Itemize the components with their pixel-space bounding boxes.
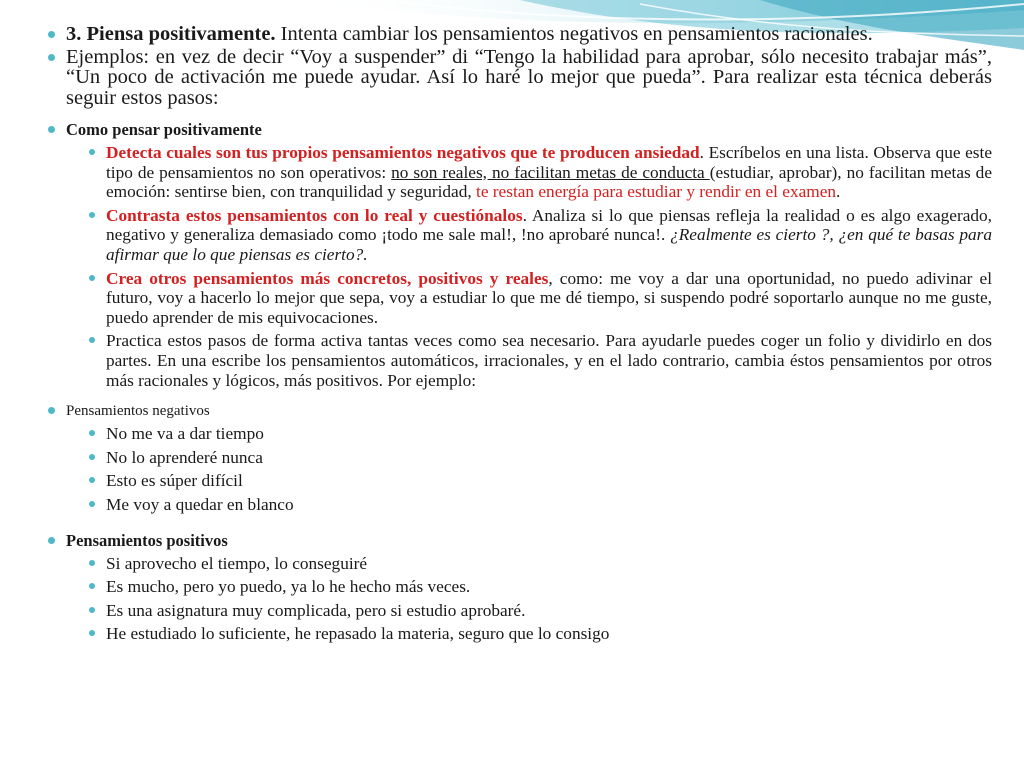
list-item <box>48 471 992 491</box>
step-item-3 <box>48 269 992 328</box>
section-heading-negativos <box>48 402 992 420</box>
step-2-text-a: . Analiza si lo que piensas refleja la realidad o es algo exagerado, negativo y generaliza demasiado como ¡todo me sale mal!, !no aprobaré nunca!. <box>106 205 992 245</box>
bullet-dot-icon <box>48 407 55 414</box>
step-item-2 <box>48 206 992 265</box>
bullet-dot-icon <box>89 560 95 566</box>
bullet-dot-icon <box>89 607 95 613</box>
bullet-dot-icon <box>89 275 95 281</box>
list-item-text: He estudiado lo suficiente, he repasado la materia, seguro que lo consigo <box>106 624 610 644</box>
list-item-text: Es mucho, pero yo puedo, ya lo he hecho más veces. <box>106 577 471 597</box>
step-item-1 <box>48 143 992 202</box>
list-item <box>48 624 992 644</box>
intro-item-2 <box>48 47 992 109</box>
section-heading-text: Pensamientos negativos <box>66 403 210 420</box>
intro-item-2-text: Ejemplos: en vez de decir “Voy a suspender” di “Tengo la habilidad para aprobar, sólo necesito trabajar más”, “Un poco de activación me puede ayudar. Así lo haré lo mejor que pueda”. Para realizar esta técnica deberás seguir estos pasos: <box>66 45 992 109</box>
slide-content <box>48 24 992 644</box>
step-item-4 <box>48 331 992 390</box>
list-item-text: Si aprovecho el tiempo, lo conseguiré <box>106 553 368 573</box>
list-item <box>48 424 992 444</box>
bullet-dot-icon <box>89 501 95 507</box>
bullet-dot-icon <box>89 337 95 343</box>
bullet-dot-icon <box>89 212 95 218</box>
intro-item-1-text: Intenta cambiar los pensamientos negativos en pensamientos racionales. <box>275 23 873 45</box>
bullet-dot-icon <box>89 583 95 589</box>
bullet-dot-icon <box>48 537 55 544</box>
list-item <box>48 554 992 574</box>
list-item-text: No me va a dar tiempo <box>106 424 264 444</box>
step-1-highlight: Detecta cuales son tus propios pensamientos negativos que te producen ansiedad <box>106 143 700 162</box>
bullet-dot-icon <box>89 454 95 460</box>
section-heading-positivos <box>48 531 992 550</box>
list-item-text: Es una asignatura muy complicada, pero si estudio aprobaré. <box>106 600 526 620</box>
step-1-text-c: . <box>836 182 841 202</box>
list-item-text: Me voy a quedar en blanco <box>106 494 294 514</box>
bullet-dot-icon <box>89 430 95 436</box>
intro-item-1-title: 3. Piensa positivamente. <box>66 23 276 45</box>
list-item <box>48 577 992 597</box>
list-item <box>48 601 992 621</box>
step-1-text-a: . Escríbelos en una lista. Observa que este tipo de pensamientos no son operativos: <box>106 143 992 182</box>
step-3-highlight: Crea otros pensamientos más concretos, positivos y reales <box>106 268 549 288</box>
list-item-text: Esto es súper difícil <box>106 471 243 491</box>
section-heading-como <box>48 120 992 139</box>
bullet-dot-icon <box>89 630 95 636</box>
step-4-text: Practica estos pasos de forma activa tantas veces como sea necesario. Para ayudarle puedes coger un folio y dividirlo en dos partes. En una escribe los pensamientos automáticos, irracionales, y en el lado contrario, cambia éstos pensamientos por otros más racionales y lógicos, más positivos. Por ejemplo: <box>106 331 992 390</box>
list-item <box>48 495 992 515</box>
bullet-dot-icon <box>48 31 55 38</box>
list-item <box>48 448 992 468</box>
section-heading-text: Pensamientos positivos <box>66 530 228 550</box>
step-1-red-text: te restan energía para estudiar y rendir en el examen <box>476 182 837 202</box>
step-1-underlined: no son reales, no facilitan metas de conducta <box>391 162 710 182</box>
bullet-dot-icon <box>89 149 95 155</box>
step-2-highlight: Contrasta estos pensamientos con lo real y cuestiónalos <box>106 205 523 225</box>
step-2-italic: ¿Realmente es cierto ?, ¿en qué te basas para afirmar que lo que piensas es cierto?. <box>106 225 992 264</box>
list-item-text: No lo aprenderé nunca <box>106 447 263 467</box>
section-heading-text: Como pensar positivamente <box>66 120 262 139</box>
bullet-dot-icon <box>48 126 55 133</box>
bullet-dot-icon <box>89 477 95 483</box>
step-1-text-b: (estudiar, aprobar), no facilitan metas de emoción: sentirse bien, con tranquilidad y seguridad, <box>106 162 992 202</box>
step-3-text: , como: me voy a dar una oportunidad, no puedo adivinar el futuro, voy a hacerlo lo mejor que sepa, voy a estudiar lo que me dé tiempo, si suspendo podré soportarlo aunque no me guste, puedo aprender de mis equivocaciones. <box>106 268 992 327</box>
intro-item-1 <box>48 24 992 45</box>
bullet-dot-icon <box>48 54 55 61</box>
